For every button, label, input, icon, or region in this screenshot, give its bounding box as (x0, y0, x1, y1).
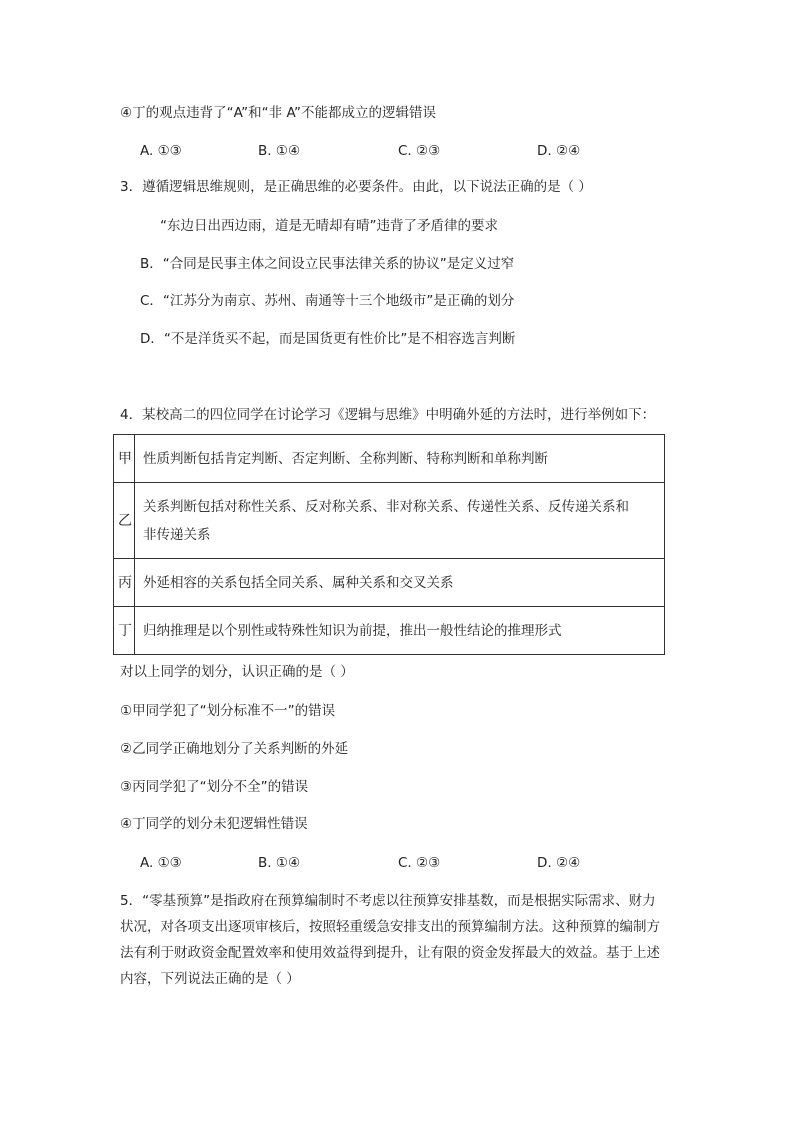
q3-stem: 3．遵循逻辑思维规则，是正确思维的必要条件。由此，以下说法正确的是（ ） (120, 179, 592, 195)
q4-statement-4: ④丁同学的划分未犯逻辑性错误 (120, 816, 308, 832)
table-row (114, 483, 665, 559)
q4-option-b: B. ①④ (258, 855, 301, 871)
table-row (114, 435, 665, 483)
q5-line-1: 5．“零基预算”是指政府在预算编制时不考虑以往预算安排基数，而是根据实际需求、财力 (120, 893, 656, 909)
q3-option-a: “东边日出西边雨，道是无晴却有晴”违背了矛盾律的要求 (160, 218, 498, 234)
q4-statement-1: ①甲同学犯了“划分标准不一”的错误 (120, 703, 336, 719)
q5-line-4: 内容，下列说法正确的是（ ） (120, 971, 300, 987)
row-key: 乙 (114, 483, 135, 559)
row-text: 性质判断包括肯定判断、否定判断、全称判断、特称判断和单称判断 (135, 435, 665, 483)
q3-option-b: B．“合同是民事主体之间设立民事法律关系的协议”是定义过窄 (140, 256, 515, 272)
q3-option-d: D．“不是洋货买不起，而是国货更有性价比”是不相容选言判断 (140, 331, 516, 347)
prev-option-b: B. ①④ (258, 143, 301, 159)
row-key: 丙 (114, 559, 135, 607)
q5-line-3: 法有利于财政资金配置效率和使用效益得到提升，让有限的资金发挥最大的效益。基于上述 (120, 945, 660, 961)
q4-statement-3: ③丙同学犯了“划分不全”的错误 (120, 779, 309, 795)
q4-option-a: A. ①③ (140, 855, 182, 871)
prev-option-c: C. ②③ (398, 143, 441, 159)
q4-examples-table (113, 434, 665, 655)
prev-statement-4: ④丁的观点违背了“A”和“非 A”不能都成立的逻辑错误 (120, 105, 437, 121)
table-row (114, 607, 665, 655)
row-text-line1: 关系判断包括对称性关系、反对称关系、非对称关系、传递性关系、反传递关系和 (143, 498, 629, 515)
prev-option-d: D. ②④ (537, 143, 581, 159)
row-text: 归纳推理是以个别性或特殊性知识为前提，推出一般性结论的推理形式 (135, 607, 665, 655)
row-text: 外延相容的关系包括全同关系、属种关系和交叉关系 (135, 559, 665, 607)
row-key: 甲 (114, 435, 135, 483)
prev-option-a: A. ①③ (140, 143, 182, 159)
row-key: 丁 (114, 607, 135, 655)
table-row (114, 559, 665, 607)
q4-stem: 4．某校高二的四位同学在讨论学习《逻辑与思维》中明确外延的方法时，进行举例如下： (120, 407, 656, 423)
q4-option-d: D. ②④ (537, 855, 581, 871)
q5-line-2: 状况，对各项支出逐项审核后，按照轻重缓急安排支出的预算编制方法。这种预算的编制方 (120, 919, 660, 935)
q3-option-c: C．“江苏分为南京、苏州、南通等十三个地级市”是正确的划分 (140, 293, 515, 309)
row-text (135, 483, 665, 559)
q4-option-c: C. ②③ (398, 855, 441, 871)
q4-question: 对以上同学的划分，认识正确的是（ ） (120, 664, 354, 680)
q4-statement-2: ②乙同学正确地划分了关系判断的外延 (120, 741, 349, 757)
row-text-line2: 非传递关系 (143, 526, 211, 543)
